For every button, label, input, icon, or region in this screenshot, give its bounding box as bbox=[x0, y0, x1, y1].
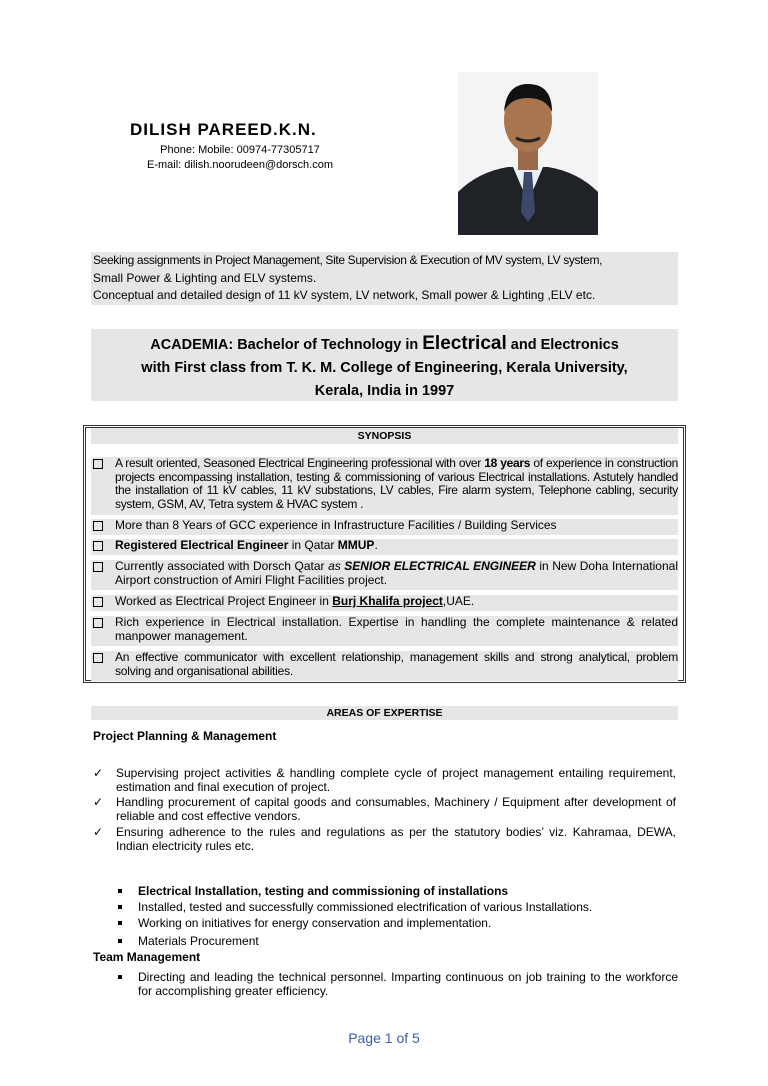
candidate-name: DILISH PAREED.K.N. bbox=[130, 120, 317, 139]
checked-item bbox=[93, 825, 676, 853]
objective-block bbox=[91, 252, 678, 305]
synopsis-text: Currently associated with Dorsch Qatar bbox=[115, 559, 329, 573]
synopsis-text: ,UAE. bbox=[442, 594, 475, 608]
synopsis-underlined: Burj Khalifa project bbox=[332, 594, 443, 608]
synopsis-italic: as bbox=[328, 559, 345, 573]
checkbox-bullet-icon bbox=[93, 597, 103, 607]
square-bullet-icon bbox=[118, 939, 122, 943]
academia-text: ACADEMIA: Bachelor of Technology in bbox=[150, 337, 423, 353]
synopsis-bold: MMUP bbox=[337, 538, 375, 552]
expertise-title: AREAS OF EXPERTISE bbox=[91, 706, 678, 720]
item-text: Directing and leading the technical personnel. Imparting continuous on job training to the workforce for accomplishing greater efficiency. bbox=[138, 970, 678, 998]
synopsis-item bbox=[91, 595, 678, 611]
bullet-item bbox=[118, 884, 678, 898]
checkbox-bullet-icon bbox=[93, 653, 103, 663]
bullet-item bbox=[118, 900, 678, 914]
checkbox-bullet-icon bbox=[93, 521, 103, 531]
synopsis-text: of experience in construction projects encompassing installation, testing & commissioning of various Electrical installations. Astutely handled the installation of 11 kV cables, 11 kV substations, LV cables, Fire alarm system, Telephone cabling, security system, GSM, AV, Tetra system & HVAC system . bbox=[115, 456, 678, 511]
synopsis-bold: Registered Electrical Engineer bbox=[115, 538, 289, 552]
checkbox-bullet-icon bbox=[93, 459, 103, 469]
bullet-item bbox=[118, 970, 678, 998]
synopsis-title: SYNOPSIS bbox=[91, 428, 678, 444]
page-number: Page 1 of 5 bbox=[348, 1030, 420, 1046]
profile-photo bbox=[458, 72, 598, 235]
academia-line: with First class from T. K. M. College of Engineering, Kerala University, bbox=[141, 360, 628, 376]
synopsis-text: in Qatar bbox=[288, 538, 338, 552]
item-text: Handling procurement of capital goods and consumables, Machinery / Equipment after development of reliable and cost effective vendors. bbox=[116, 795, 676, 823]
academia-emphasis: Electrical bbox=[422, 333, 507, 354]
synopsis-item bbox=[91, 519, 678, 535]
synopsis-bold: 18 years bbox=[484, 456, 531, 470]
item-text: Installed, tested and successfully commissioned electrification of various Installations. bbox=[138, 900, 593, 914]
synopsis-bold-italic: SENIOR ELECTRICAL ENGINEER bbox=[344, 559, 536, 573]
synopsis-text: More than 8 Years of GCC experience in Infrastructure Facilities / Building Services bbox=[115, 518, 557, 532]
checked-item bbox=[93, 766, 676, 794]
checkbox-bullet-icon bbox=[93, 541, 103, 551]
synopsis-text: in New Doha International Airport construction of Amiri Flight Facilities project. bbox=[115, 559, 678, 587]
square-bullet-icon bbox=[118, 905, 122, 909]
check-icon: ✓ bbox=[93, 766, 104, 780]
objective-line: Seeking assignments in Project Management, Site Supervision & Execution of MV system, LV system, bbox=[93, 253, 603, 267]
objective-line: Conceptual and detailed design of 11 kV system, LV network, Small power & Lighting ,ELV etc. bbox=[93, 288, 596, 302]
bullet-item bbox=[118, 934, 678, 948]
synopsis-item bbox=[91, 560, 678, 590]
synopsis-text: Rich experience in Electrical installation. Expertise in handling the complete maintenance & related manpower management. bbox=[115, 615, 678, 643]
item-text: Supervising project activities & handling complete cycle of project management entailing requirement, estimation and final execution of project. bbox=[116, 766, 676, 794]
item-text: Materials Procurement bbox=[138, 934, 259, 948]
synopsis-item bbox=[91, 616, 678, 646]
phone-number: Phone: Mobile: 00974-77305717 bbox=[160, 144, 320, 156]
square-bullet-icon bbox=[118, 889, 122, 893]
synopsis-item bbox=[91, 539, 678, 555]
bullet-item bbox=[118, 916, 678, 930]
item-text: Working on initiatives for energy conservation and implementation. bbox=[138, 916, 492, 930]
synopsis-item bbox=[91, 651, 678, 681]
email-address: E-mail: dilish.noorudeen@dorsch.com bbox=[146, 159, 334, 171]
section-heading: Project Planning & Management bbox=[93, 729, 277, 743]
objective-line: Small Power & Lighting and ELV systems. bbox=[93, 270, 317, 285]
checked-item bbox=[93, 795, 676, 823]
square-bullet-icon bbox=[118, 921, 122, 925]
check-icon: ✓ bbox=[93, 825, 104, 839]
synopsis-item bbox=[91, 457, 678, 515]
checkbox-bullet-icon bbox=[93, 618, 103, 628]
academia-text: and Electronics bbox=[506, 337, 619, 353]
synopsis-text: A result oriented, Seasoned Electrical Engineering professional with over bbox=[115, 456, 485, 470]
item-text: Electrical Installation, testing and commissioning of installations bbox=[138, 884, 509, 898]
synopsis-text: Worked as Electrical Project Engineer in bbox=[115, 594, 333, 608]
check-icon: ✓ bbox=[93, 795, 104, 809]
academia-line: Kerala, India in 1997 bbox=[314, 383, 455, 399]
item-text: Ensuring adherence to the rules and regulations as per the statutory bodies’ viz. Kahramaa, DEWA, Indian electricity rules etc. bbox=[116, 825, 676, 853]
synopsis-text: An effective communicator with excellent relationship, management skills and strong analytical, problem solving and organisational abilities. bbox=[115, 650, 678, 678]
checkbox-bullet-icon bbox=[93, 562, 103, 572]
academia-block bbox=[91, 329, 678, 401]
square-bullet-icon bbox=[118, 975, 122, 979]
synopsis-text: . bbox=[374, 538, 378, 552]
section-heading: Team Management bbox=[93, 950, 201, 964]
